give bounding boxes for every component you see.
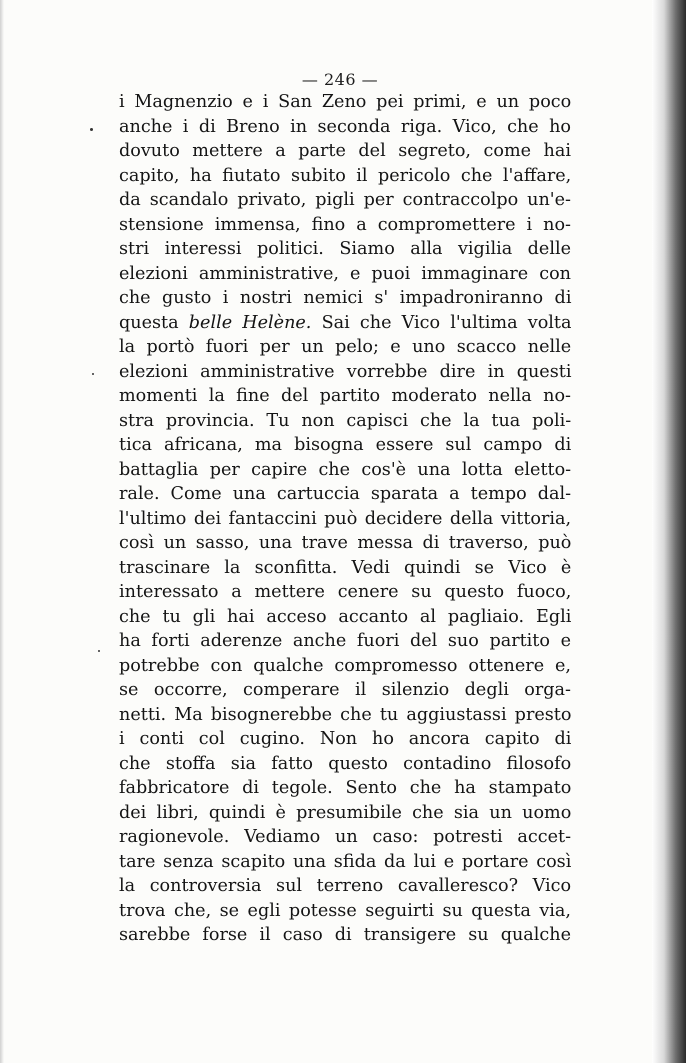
text-line: che gusto i nostri nemici s' impadroniranno di <box>119 288 572 308</box>
text-line: stra provincia. Tu non capisci che la tua poli- <box>119 410 572 431</box>
text-line: che tu gli hai acceso accanto al pagliaio. Egli <box>119 606 572 627</box>
page-left-edge <box>0 0 4 1063</box>
text-line: se occorre, comperare il silenzio degli orga- <box>119 680 571 700</box>
print-speck <box>92 373 94 375</box>
text-line: momenti la fine del partito moderato nella no- <box>119 386 571 406</box>
binding-shadow <box>652 0 686 1063</box>
text-line: ha forti aderenze anche fuori del suo partito e <box>119 631 571 651</box>
print-speck <box>90 128 93 131</box>
text-line: ragionevole. Vediamo un caso: potresti accet- <box>119 827 572 847</box>
text-line: potrebbe con qualche compromesso ottenere e, <box>119 655 571 676</box>
text-line: rale. Come una cartuccia sparata a tempo dal- <box>119 484 572 504</box>
text-line: così un sasso, una trave messa di traverso, può <box>119 533 572 553</box>
text-line: sarebbe forse il caso di transigere su qualche <box>119 925 571 945</box>
text-line: battaglia per capire che cos'è una lotta eletto- <box>119 459 572 480</box>
text-line: tica africana, ma bisogna essere sul campo di <box>119 435 572 455</box>
text-line: trova che, se egli potesse seguirti su questa via, <box>119 900 571 921</box>
text-line: la portò fuori per un pelo; e uno scacco nelle <box>119 337 572 357</box>
text-line: stri interessi politici. Siamo alla vigilia delle <box>119 239 571 259</box>
text-line: che stoffa sia fatto questo contadino filosofo <box>119 753 572 774</box>
text-line: dei libri, quindi è presumibile che sia un uomo <box>119 802 572 823</box>
text-line: dovuto mettere a parte del segreto, come hai <box>119 141 571 161</box>
text-line-with-italic <box>119 311 571 336</box>
text-line: fabbricatore di tegole. Sento che ha stampato <box>119 778 572 798</box>
text-line: elezioni amministrative vorrebbe dire in questi <box>119 361 572 382</box>
text-line: da scandalo privato, pigli per contraccolpo un'e- <box>119 190 571 210</box>
text-line: la controversia sul terreno cavalleresco? Vico <box>119 876 572 896</box>
text-line: elezioni amministrative, e puoi immaginare con <box>119 263 571 284</box>
italic-title: belle Helène. <box>188 312 312 333</box>
text-line: interessato a mettere cenere su questo fuoco, <box>119 582 572 602</box>
print-speck <box>98 650 100 652</box>
text-line: tare senza scapito una sfida da lui e portare così <box>119 851 572 872</box>
text-line: stensione immensa, fino a compromettere i no- <box>119 214 571 235</box>
text-line: i conti col cugino. Non ho ancora capito di <box>119 729 572 749</box>
text-line: netti. Ma bisognerebbe che tu aggiustassi presto <box>119 704 572 725</box>
body-text <box>119 90 571 948</box>
text-line: i Magnenzio e i San Zeno pei primi, e un poco <box>119 92 572 112</box>
text-segment: Sai che Vico l'ultima volta <box>311 312 572 333</box>
text-line: trascinare la sconfitta. Vedi quindi se Vico è <box>119 557 572 578</box>
text-line: l'ultimo dei fantaccini può decidere della vittoria, <box>119 508 572 529</box>
text-line: capito, ha fiutato subito il pericolo che l'affare, <box>119 165 572 186</box>
text-segment: questa <box>119 312 189 333</box>
text-line: anche i di Breno in seconda riga. Vico, che ho <box>119 116 571 137</box>
page-number: — 246 — <box>301 70 379 89</box>
